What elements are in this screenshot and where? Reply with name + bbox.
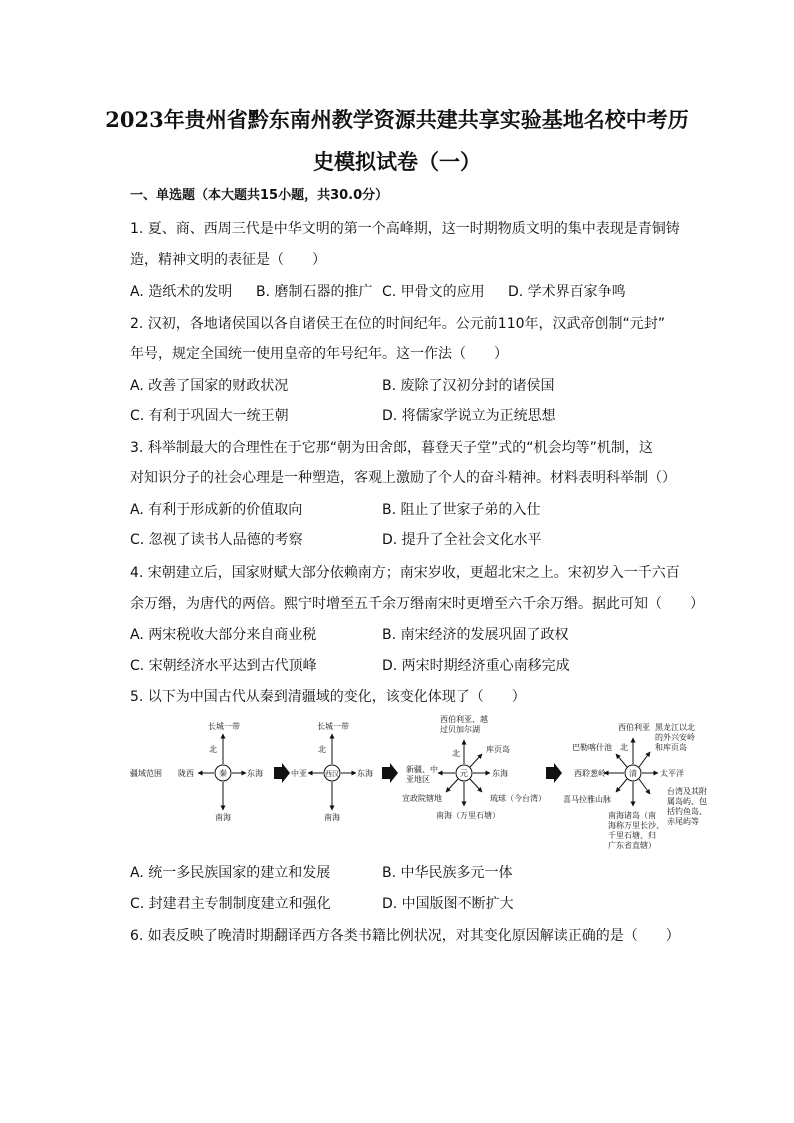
question-5-option-b[interactable]: B. 中华民族多元一体 xyxy=(382,865,513,881)
yuan-west-label xyxy=(406,764,441,784)
arrow-qin-to-han xyxy=(274,763,290,783)
yuan-east-label: 东海 xyxy=(492,769,508,778)
yuan-north-far-line-1: 西伯利亚、越 xyxy=(440,715,488,724)
han-north-far-label: 长城一带 xyxy=(317,722,349,731)
question-3-option-d[interactable]: D. 提升了全社会文化水平 xyxy=(382,532,542,548)
question-3-option-b[interactable]: B. 阻止了世家子弟的入仕 xyxy=(382,502,541,518)
han-center-label: 西汉 xyxy=(325,770,339,778)
yuan-north-far-line-2: 过贝加尔湖 xyxy=(440,725,480,734)
question-3-option-a[interactable]: A. 有利于形成新的价值取向 xyxy=(130,502,303,518)
question-6-line-1: 6. 如表反映了晚清时期翻译西方各类书籍比例状况，对其变化原因解读正确的是（ ） xyxy=(130,928,680,944)
question-4-option-a[interactable]: A. 两宋税收大部分来自商业税 xyxy=(130,627,317,643)
question-4-option-b[interactable]: B. 南宋经济的发展巩固了政权 xyxy=(382,627,569,643)
yuan-north-label: 北 xyxy=(452,749,460,758)
question-4-line-1: 4. 宋朝建立后，国家财赋大部分依赖南方；南宋岁收，更超北宋之上。宋初岁入一千六百 xyxy=(130,565,680,581)
question-5-line-1: 5. 以下为中国古代从秦到清疆域的变化，该变化体现了（ ） xyxy=(130,689,526,705)
qing-ne-line-3: 和库页岛 xyxy=(655,743,687,752)
question-2-option-c[interactable]: C. 有利于巩固大一统王朝 xyxy=(130,408,289,424)
qin-east-label: 东海 xyxy=(247,769,263,778)
question-4-line-2: 余万缗，为唐代的两倍。熙宁时增至五千余万缗南宋时更增至六千余万缗。据此可知（ ） xyxy=(130,596,704,612)
han-north-label: 北 xyxy=(318,745,326,754)
yuan-southwest-label: 宣政院辖地 xyxy=(402,794,442,803)
question-1-option-c[interactable]: C. 甲骨文的应用 xyxy=(382,284,485,300)
question-5-option-a[interactable]: A. 统一多民族国家的建立和发展 xyxy=(130,865,331,881)
qin-south-label: 南海 xyxy=(215,813,231,822)
qing-south-line-4: 广东省直辖） xyxy=(608,841,656,850)
question-2-option-d[interactable]: D. 将儒家学说立为正统思想 xyxy=(382,408,556,424)
question-4-option-d[interactable]: D. 两宋时期经济重心南移完成 xyxy=(382,658,570,674)
question-2-line-1: 2. 汉初，各地诸侯国以各自诸侯王在位的时间纪年。公元前110年，汉武帝创制“元封” xyxy=(130,316,666,332)
qing-ne-line-2: 的外兴安岭 xyxy=(655,733,695,742)
qing-ne-line-1: 黑龙江以北 xyxy=(655,723,695,732)
yuan-northeast-label: 库页岛 xyxy=(486,745,510,754)
han-east-label: 东海 xyxy=(357,769,373,778)
yuan-north-far-label xyxy=(440,714,491,734)
qing-east-label: 太平洋 xyxy=(660,769,684,778)
question-2-option-b[interactable]: B. 废除了汉初分封的诸侯国 xyxy=(382,378,555,394)
question-1-line-2: 造，精神文明的表征是（ ） xyxy=(130,252,326,268)
question-1-option-b[interactable]: B. 磨制石器的推广 xyxy=(256,284,373,300)
question-4-option-c[interactable]: C. 宋朝经济水平达到古代顶峰 xyxy=(130,658,317,674)
qin-north-label: 北 xyxy=(209,745,217,754)
question-2-option-a[interactable]: A. 改善了国家的财政状况 xyxy=(130,378,289,394)
start-label: 疆域范围 xyxy=(130,769,162,778)
han-compass xyxy=(291,721,373,822)
arrow-han-to-yuan xyxy=(382,763,398,783)
qing-se-line-3: 括钓鱼岛、 xyxy=(667,807,707,816)
qing-south-label xyxy=(608,810,667,850)
qing-sw-label: 喜马拉雅山脉 xyxy=(563,795,611,804)
exam-title-line-1: 2023年贵州省黔东南州教学资源共建共享实验基地名校中考历 xyxy=(105,107,689,132)
question-5-option-c[interactable]: C. 封建君主专制制度建立和强化 xyxy=(130,896,331,912)
question-1-line-1: 1. 夏、商、西周三代是中华文明的第一个高峰期，这一时期物质文明的集中表现是青铜铸 xyxy=(130,221,680,237)
section-heading: 一、单选题（本大题共15小题，共30.0分） xyxy=(130,188,389,203)
question-1-option-a[interactable]: A. 造纸术的发明 xyxy=(130,284,233,300)
yuan-southeast-label: 琉球（今台湾） xyxy=(490,794,546,803)
question-2-line-2: 年号，规定全国统一使用皇帝的年号纪年。这一作法（ ） xyxy=(130,346,508,362)
qin-west-label: 陇西 xyxy=(178,769,194,778)
question-5-option-d[interactable]: D. 中国版图不断扩大 xyxy=(382,896,514,912)
qing-south-line-1: 南海诸岛（南 xyxy=(608,811,656,820)
qin-compass xyxy=(178,721,263,822)
qing-se-line-1: 台湾及其附 xyxy=(667,787,707,796)
question-3-option-c[interactable]: C. 忽视了读书人品德的考察 xyxy=(130,532,303,548)
qing-west-label: 西聆葱岭 xyxy=(574,769,606,778)
qing-north-label: 北 xyxy=(620,743,628,752)
yuan-west-line-1: 新疆、中 xyxy=(406,765,438,774)
qing-se-line-2: 属岛屿、包 xyxy=(667,797,707,806)
qing-nw-label: 巴勒喀什池 xyxy=(572,743,612,752)
qing-south-line-2: 海称万里长沙、 xyxy=(608,821,664,830)
qing-se-label xyxy=(667,786,710,826)
exam-title-line-2: 史模拟试卷（一） xyxy=(313,149,481,174)
qing-ne-label xyxy=(655,722,698,752)
yuan-compass xyxy=(402,714,546,820)
question-3-line-1: 3. 科举制最大的合理性在于它那“朝为田舍郎，暮登天子堂”式的“机会均等”机制，这 xyxy=(130,440,653,456)
qin-center-label: 秦 xyxy=(219,769,227,778)
han-west-label: 中亚 xyxy=(291,769,307,778)
question-3-line-2: 对知识分子的社会心理是一种塑造，客观上激励了个人的奋斗精神。材料表明科举制（） xyxy=(130,470,676,486)
qin-north-far-label: 长城一带 xyxy=(208,722,240,731)
qing-center-label: 清 xyxy=(629,769,637,778)
territory-change-diagram xyxy=(126,712,712,852)
question-1-option-d[interactable]: D. 学术界百家争鸣 xyxy=(508,284,626,300)
yuan-south-label: 南海（万里石塘） xyxy=(436,811,500,820)
yuan-west-line-2: 亚地区 xyxy=(406,775,430,784)
yuan-center-label: 元 xyxy=(460,769,468,778)
han-south-label: 南海 xyxy=(324,813,340,822)
arrow-yuan-to-qing xyxy=(546,763,562,783)
qing-south-line-3: 千里石塘、归 xyxy=(608,831,656,840)
qing-se-line-4: 赤尾屿等 xyxy=(667,817,699,826)
qing-compass xyxy=(563,722,710,850)
qing-north-far-label: 西伯利亚 xyxy=(618,723,650,732)
